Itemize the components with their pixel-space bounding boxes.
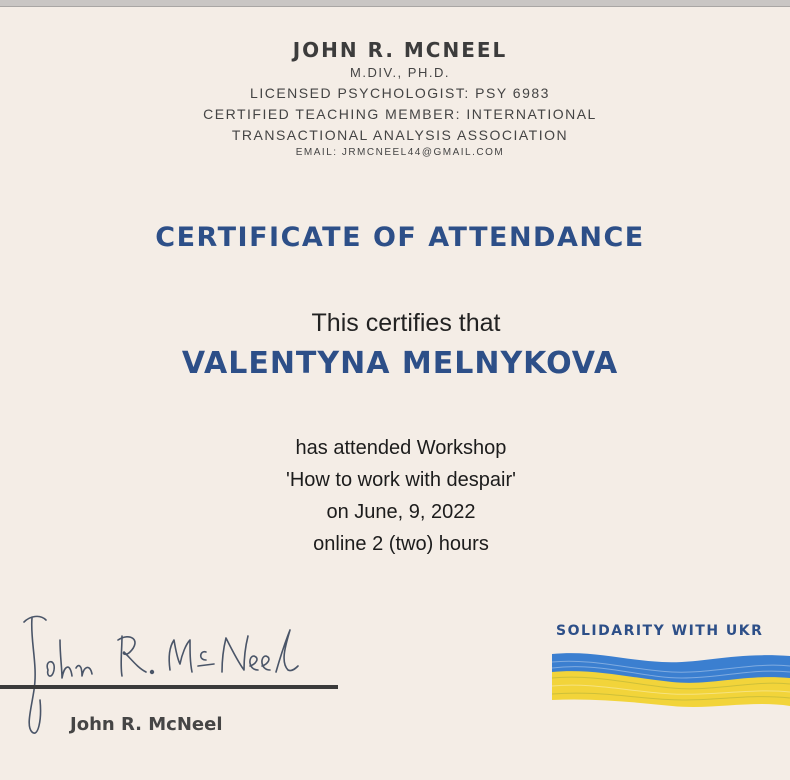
issuer-membership-line-2: TRANSACTIONAL ANALYSIS ASSOCIATION [231,127,569,143]
issuer-email: EMAIL: JRMCNEEL44@GMAIL.COM [295,147,505,158]
signer-name: John R. McNeel [70,714,223,735]
solidarity-label: SOLIDARITY WITH UKR [556,623,764,639]
letterhead [0,38,790,160]
recipient-name: VALENTYNA MELNYKOVA [181,346,619,381]
window-top-edge [0,0,790,7]
certifies-text: This certifies that [311,309,501,337]
issuer-name: JOHN R. MCNEEL [292,38,508,62]
issuer-license: LICENSED PSYCHOLOGIST: PSY 6983 [250,85,550,101]
ukraine-flag-ribbon [552,648,790,710]
details-line: on June, 9, 2022 [326,501,476,523]
issuer-degrees: M.DIV., PH.D. [350,65,450,80]
details-line: 'How to work with despair' [286,469,516,491]
certificate-title: CERTIFICATE OF ATTENDANCE [155,222,645,253]
attendance-details [0,432,790,560]
details-line: online 2 (two) hours [313,533,489,555]
signature-line [0,685,338,689]
details-line: has attended Workshop [295,437,507,459]
issuer-membership-line-1: CERTIFIED TEACHING MEMBER: INTERNATIONAL [203,106,597,122]
